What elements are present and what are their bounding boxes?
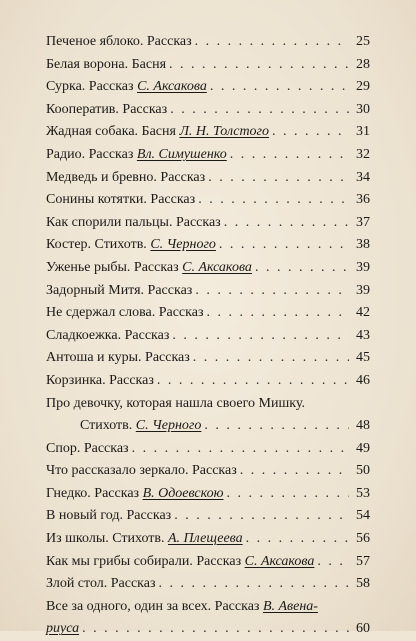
entry-page-number: 42	[356, 305, 370, 321]
entry-title-text: Медведь и бревно. Рассказ	[46, 169, 206, 185]
dot-leader	[255, 257, 349, 280]
entry-author: А. Плещеева	[168, 531, 243, 547]
entry-title	[46, 347, 190, 370]
entry-title	[46, 212, 221, 235]
toc-entry	[46, 460, 370, 483]
entry-page-number: 39	[356, 282, 370, 298]
entry-title	[46, 438, 129, 461]
toc-entry	[46, 212, 370, 235]
table-of-contents	[46, 31, 370, 641]
dot-leader	[172, 325, 349, 348]
entry-page-number: 38	[356, 237, 370, 253]
toc-entry	[46, 167, 370, 190]
dot-leader	[195, 280, 349, 303]
entry-title	[46, 460, 237, 483]
entry-title	[46, 99, 167, 122]
toc-entry	[46, 347, 370, 370]
dot-leader	[230, 144, 349, 167]
entry-title	[46, 596, 318, 619]
entry-title-text: Задорный Митя. Рассказ	[46, 282, 193, 298]
entry-title-text: Радио. Рассказ	[46, 146, 134, 162]
entry-page-number: 25	[356, 34, 370, 49]
entry-title	[46, 54, 166, 77]
toc-entry	[46, 551, 370, 574]
entry-title-text: Корзинка. Рассказ	[46, 372, 154, 388]
dot-leader	[157, 370, 349, 393]
entry-page-number: 48	[356, 418, 370, 434]
entry-title-text: Сладкоежка. Рассказ	[46, 327, 170, 343]
dot-leader	[272, 121, 349, 144]
entry-title-text: Уженье рыбы. Рассказ	[46, 259, 179, 275]
dot-leader	[159, 573, 349, 596]
entry-title	[46, 528, 243, 551]
toc-entry	[46, 415, 370, 438]
entry-title-text: Антоша и куры. Рассказ	[46, 350, 190, 366]
entry-title	[46, 618, 79, 641]
toc-entry	[46, 99, 370, 122]
dot-leader	[210, 76, 349, 99]
dot-leader	[227, 483, 349, 506]
entry-title-text: Белая ворона. Басня	[46, 56, 167, 72]
entry-author: В. Авена-	[262, 598, 318, 614]
entry-title	[46, 234, 216, 257]
entry-author: С. Черного	[135, 418, 202, 434]
entry-title-text: Сонины котятки. Рассказ	[46, 192, 196, 208]
dot-leader	[240, 460, 349, 483]
entry-title-text: Из школы. Стихотв.	[46, 531, 165, 547]
entry-title	[46, 76, 207, 99]
entry-author: Л. Н. Толстого	[179, 124, 270, 140]
toc-entry	[46, 505, 370, 528]
toc-entry	[46, 234, 370, 257]
entry-title-text: Спор. Рассказ	[46, 440, 129, 456]
dot-leader	[170, 99, 349, 122]
dot-leader	[317, 551, 349, 574]
entry-page-number: 57	[356, 553, 370, 569]
entry-title-text: Сурка. Рассказ	[46, 79, 134, 95]
entry-title	[46, 121, 269, 144]
entry-title	[46, 325, 169, 348]
toc-entry	[46, 618, 370, 641]
dot-leader	[193, 347, 349, 370]
dot-leader	[204, 415, 349, 438]
toc-entry	[46, 54, 370, 77]
entry-author: С. Черного	[150, 237, 216, 253]
toc-entry	[46, 302, 370, 325]
dot-leader	[174, 505, 349, 528]
entry-title: Про девочку, которая нашла своего Мишку.	[46, 395, 305, 411]
entry-page-number: 31	[356, 124, 370, 140]
dot-leader	[82, 618, 349, 641]
toc-entry	[46, 438, 370, 461]
entry-title-text: Как мы грибы собирали. Рассказ	[46, 553, 242, 569]
entry-page-number: 34	[356, 169, 370, 185]
dot-leader	[246, 528, 349, 551]
entry-title	[46, 573, 156, 596]
entry-title-text: Жадная собака. Басня	[46, 124, 176, 140]
entry-title	[46, 257, 252, 280]
entry-page-number: 39	[356, 259, 370, 275]
entry-title-text: В новый год. Рассказ	[46, 508, 172, 524]
entry-title-text: Что рассказало зеркало. Рассказ	[46, 463, 237, 479]
entry-page-number: 58	[356, 576, 370, 592]
entry-page-number: 28	[356, 56, 370, 72]
dot-leader	[195, 31, 349, 54]
entry-title-text: Гнедко. Рассказ	[46, 485, 140, 501]
entry-author: риуса	[46, 621, 80, 637]
entry-author: С. Аксакова	[244, 553, 315, 569]
entry-title	[46, 505, 171, 528]
entry-title	[46, 280, 192, 303]
entry-page-number: 43	[356, 327, 370, 343]
toc-entry-line1	[46, 596, 370, 619]
entry-page-number: 53	[356, 485, 370, 501]
entry-author: В. Одоевскою	[142, 485, 224, 501]
toc-entry	[46, 257, 370, 280]
entry-title	[46, 483, 224, 506]
entry-page-number: 45	[356, 350, 370, 366]
entry-page-number: 36	[356, 192, 370, 208]
toc-entry	[46, 483, 370, 506]
entry-title	[46, 167, 205, 190]
entry-title-text: Кооператив. Рассказ	[46, 101, 168, 117]
entry-author: С. Аксакова	[182, 259, 252, 275]
entry-title	[46, 189, 195, 212]
entry-page-number: 60	[356, 621, 370, 637]
toc-entry-line1	[46, 393, 370, 416]
entry-title	[46, 370, 154, 393]
dot-leader	[208, 167, 349, 190]
toc-entry	[46, 31, 370, 54]
entry-title	[46, 302, 203, 325]
entry-page-number: 29	[356, 79, 370, 95]
entry-title	[46, 144, 227, 167]
toc-entry	[46, 573, 370, 596]
dot-leader	[132, 438, 349, 461]
toc-entry	[46, 280, 370, 303]
toc-entry	[46, 189, 370, 212]
dot-leader	[206, 302, 349, 325]
entry-page-number: 56	[356, 531, 370, 547]
entry-page-number: 50	[356, 463, 370, 479]
dot-leader	[169, 54, 349, 77]
entry-page-number: 32	[356, 146, 370, 162]
entry-page-number: 49	[356, 440, 370, 456]
entry-title	[46, 31, 192, 54]
entry-title-text: Костер. Стихотв.	[46, 237, 147, 253]
entry-page-number: 37	[356, 214, 370, 230]
entry-title-text: Не сдержал слова. Рассказ	[46, 305, 204, 321]
entry-title-text: Как спорили пальцы. Рассказ	[46, 214, 221, 230]
dot-leader	[198, 189, 349, 212]
entry-author: Вл. Симушенко	[136, 146, 227, 162]
toc-entry	[46, 528, 370, 551]
dot-leader	[219, 234, 349, 257]
dot-leader	[224, 212, 349, 235]
toc-entry	[46, 370, 370, 393]
entry-author: С. Аксакова	[137, 79, 207, 95]
entry-title	[80, 415, 201, 438]
entry-page-number: 54	[356, 508, 370, 524]
entry-title-text: Злой стол. Рассказ	[46, 576, 156, 592]
entry-page-number: 30	[356, 101, 370, 117]
toc-entry	[46, 121, 370, 144]
entry-title-text: Все за одного, один за всех. Рассказ	[46, 598, 260, 614]
entry-title-text: Печеное яблоко. Рассказ	[46, 34, 192, 49]
toc-entry	[46, 144, 370, 167]
entry-title	[46, 551, 314, 574]
toc-entry	[46, 325, 370, 348]
entry-title-text: Стихотв.	[80, 418, 133, 434]
entry-page-number: 46	[356, 372, 370, 388]
toc-entry	[46, 76, 370, 99]
